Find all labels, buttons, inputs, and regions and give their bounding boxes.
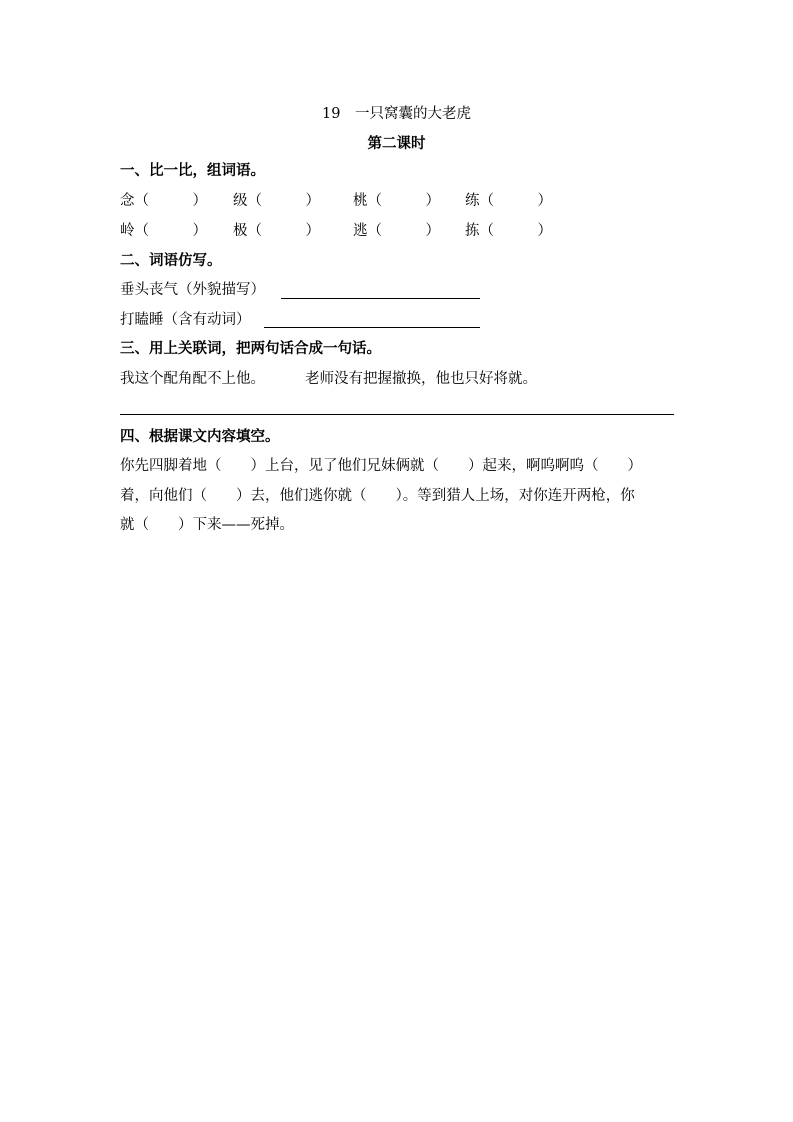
fill-blank-line-1: 你先四脚着地（ ）上台，见了他们兄妹俩就（ ）起来，啊呜啊呜（ ） [120,458,642,474]
lesson-title: 19 一只窝囊的大老虎 [322,106,471,122]
word-cell: 拣（ ） [465,223,552,239]
word-cell: 练（ ） [465,193,552,209]
word-cell: 桃（ ） [353,193,440,209]
imitation-item-1: 垂头丧气（外貌描写） [120,282,265,298]
word-cell: 念（ ） [120,193,207,209]
fill-blank-line-3: 就（ ）下来——死掉。 [120,517,294,533]
word-cell: 极（ ） [233,223,320,239]
sentence-b: 老师没有把握撤换，他也只好将就。 [305,371,537,387]
lesson-subtitle: 第二课时 [367,135,426,152]
answer-line [281,298,480,299]
word-cell: 岭（ ） [120,223,207,239]
section-3-heading: 三、用上关联词，把两句话合成一句话。 [120,340,381,357]
sentence-a: 我这个配角配不上他。 [120,371,265,387]
section-1-heading: 一、比一比，组词语。 [120,162,265,179]
answer-line [120,414,674,415]
section-2-heading: 二、词语仿写。 [120,252,222,269]
word-cell: 逃（ ） [353,223,440,239]
section-4-heading: 四、根据课文内容填空。 [120,428,280,445]
answer-line [264,327,480,328]
imitation-item-2: 打瞌睡（含有动词） [120,312,251,328]
fill-blank-line-2: 着，向他们（ ）去，他们逃你就（ ）。等到猎人上场，对你连开两枪，你 [120,488,635,504]
word-cell: 级（ ） [233,193,320,209]
